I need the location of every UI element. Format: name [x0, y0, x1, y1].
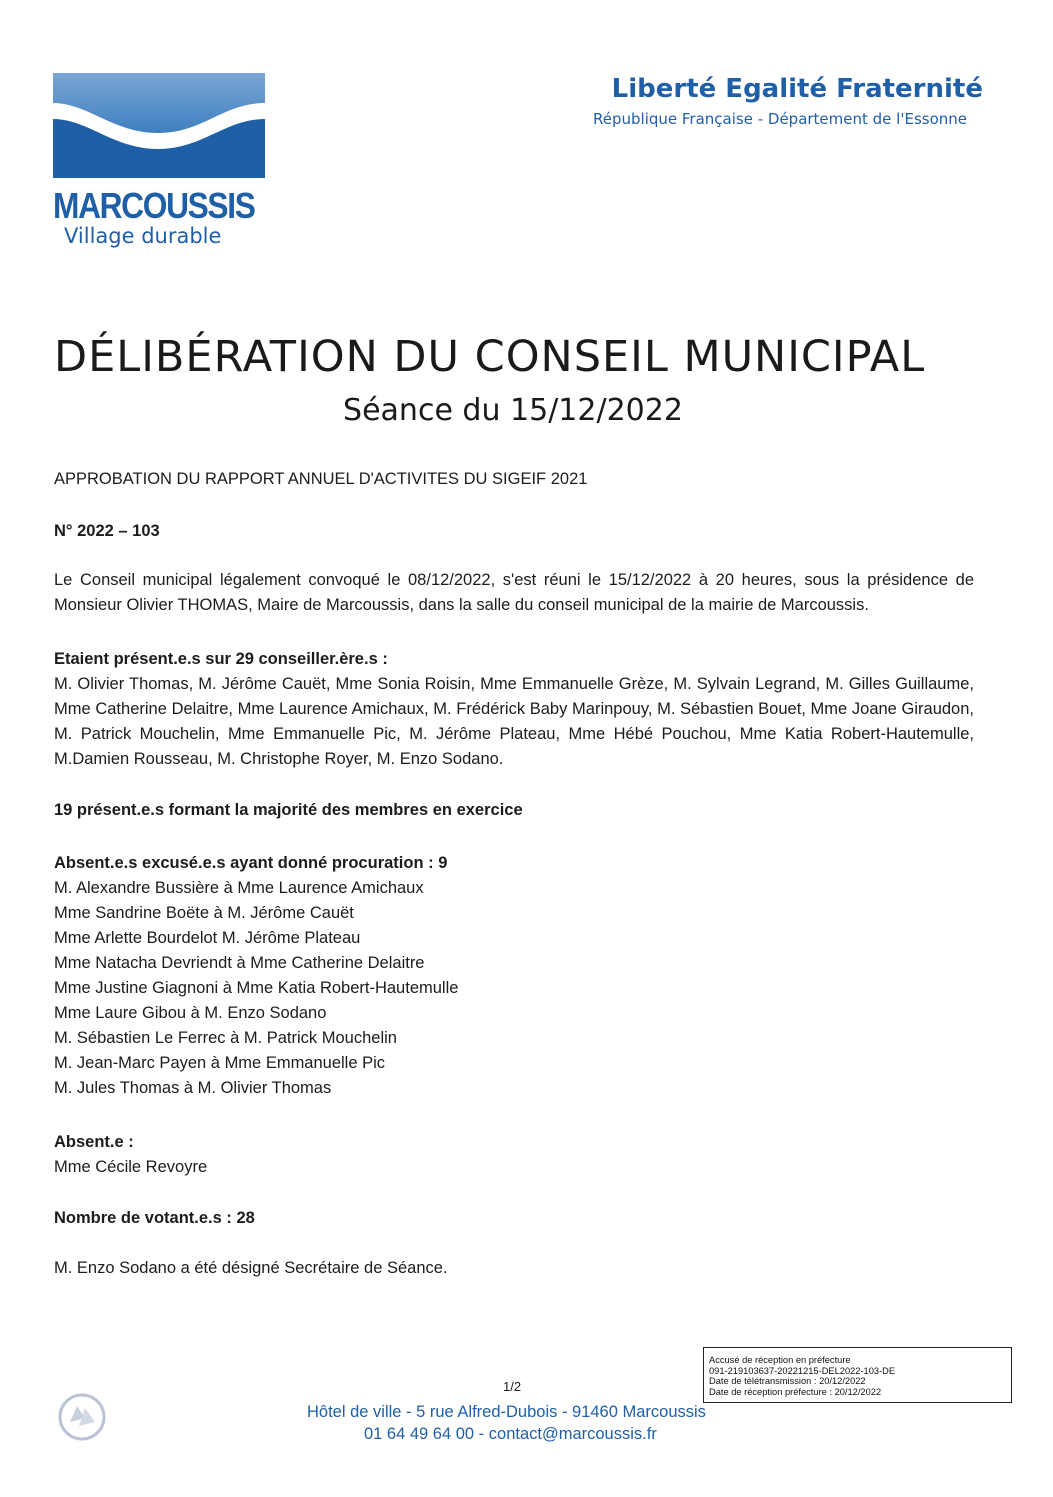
page-number: 1/2 — [503, 1379, 522, 1394]
logo-wave-icon — [53, 73, 265, 178]
list-item: Mme Sandrine Boëte à M. Jérôme Cauët — [54, 904, 354, 922]
proxies-section — [54, 851, 974, 1101]
page-title: DÉLIBÉRATION DU CONSEIL MUNICIPAL — [54, 332, 926, 382]
majority-statement: 19 présent.e.s formant la majorité des membres en exercice — [54, 801, 523, 819]
proxies-heading: Absent.e.s excusé.e.s ayant donné procuration : 9 — [54, 854, 448, 872]
logo — [53, 73, 267, 248]
deliberation-number: N° 2022 – 103 — [54, 522, 160, 540]
absent-name: Mme Cécile Revoyre — [54, 1158, 208, 1176]
recycle-icon — [55, 1392, 109, 1442]
secretary-statement: M. Enzo Sodano a été désigné Secrétaire de Séance. — [54, 1259, 448, 1277]
list-item: Mme Arlette Bourdelot M. Jérôme Plateau — [54, 929, 361, 947]
motto-subtitle: République Française - Département de l'Essonne — [593, 110, 967, 128]
stamp-line: Date de réception préfecture : 20/12/2022 — [709, 1386, 882, 1397]
footer-address: Hôtel de ville - 5 rue Alfred-Dubois - 91460 Marcoussis — [307, 1403, 706, 1421]
footer-phone-email: 01 64 49 64 00 - contact@marcoussis.fr — [364, 1425, 657, 1443]
list-item: M. Jules Thomas à M. Olivier Thomas — [54, 1079, 332, 1097]
motto-main: Liberté Egalité Fraternité — [611, 74, 983, 104]
stamp-line: Accusé de réception en préfecture — [709, 1355, 851, 1365]
list-item: Mme Laure Gibou à M. Enzo Sodano — [54, 1004, 327, 1022]
footer-contact — [307, 1401, 706, 1445]
list-item: Mme Natacha Devriendt à Mme Catherine Delaitre — [54, 954, 425, 972]
session-date: Séance du 15/12/2022 — [343, 393, 683, 428]
present-names: M. Olivier Thomas, M. Jérôme Cauët, Mme Sonia Roisin, Mme Emmanuelle Grèze, M. Sylvain Legrand, M. Gilles Guillaume, Mme Catherine Delaitre, Mme Laurence Amichaux, M. Frédérick Baby Marinpouy, M. Sébastien Bouet, Mme Joane Giraudon, M. Patrick Mouchelin, Mme Emmanuelle Pic, M. Jérôme Plateau, Mme Hébé Pouchou, Mme Katia Robert-Hautemulle, M.Damien Rousseau, M. Christophe Royer, M. Enzo Sodano. — [54, 675, 974, 768]
absent-heading: Absent.e : — [54, 1133, 134, 1151]
absent-section — [54, 1130, 974, 1180]
republic-motto — [593, 74, 983, 128]
stamp-line: 091-219103637-20221215-DEL2022-103-DE — [709, 1365, 896, 1376]
list-item: M. Sébastien Le Ferrec à M. Patrick Mouchelin — [54, 1029, 397, 1047]
list-item: M. Jean-Marc Payen à Mme Emmanuelle Pic — [54, 1054, 386, 1072]
intro-paragraph: Le Conseil municipal légalement convoqué le 08/12/2022, s'est réuni le 15/12/2022 à 20 heures, sous la présidence de Monsieur Olivier THOMAS, Maire de Marcoussis, dans la salle du conseil municipal de la mairie de Marcoussis. — [54, 571, 974, 614]
logo-tagline: Village durable — [64, 224, 222, 248]
prefecture-receipt-stamp — [703, 1347, 1012, 1403]
list-item: Mme Justine Giagnoni à Mme Katia Robert-Hautemulle — [54, 979, 459, 997]
subject: APPROBATION DU RAPPORT ANNUEL D'ACTIVITES DU SIGEIF 2021 — [54, 470, 588, 488]
voters-count: Nombre de votant.e.s : 28 — [54, 1209, 255, 1227]
stamp-line: Date de télétransmission : 20/12/2022 — [709, 1376, 866, 1386]
present-heading: Etaient présent.e.s sur 29 conseiller.ère.s : — [54, 650, 388, 668]
logo-name: MARCOUSSIS — [53, 185, 255, 226]
list-item: M. Alexandre Bussière à Mme Laurence Amichaux — [54, 879, 424, 897]
